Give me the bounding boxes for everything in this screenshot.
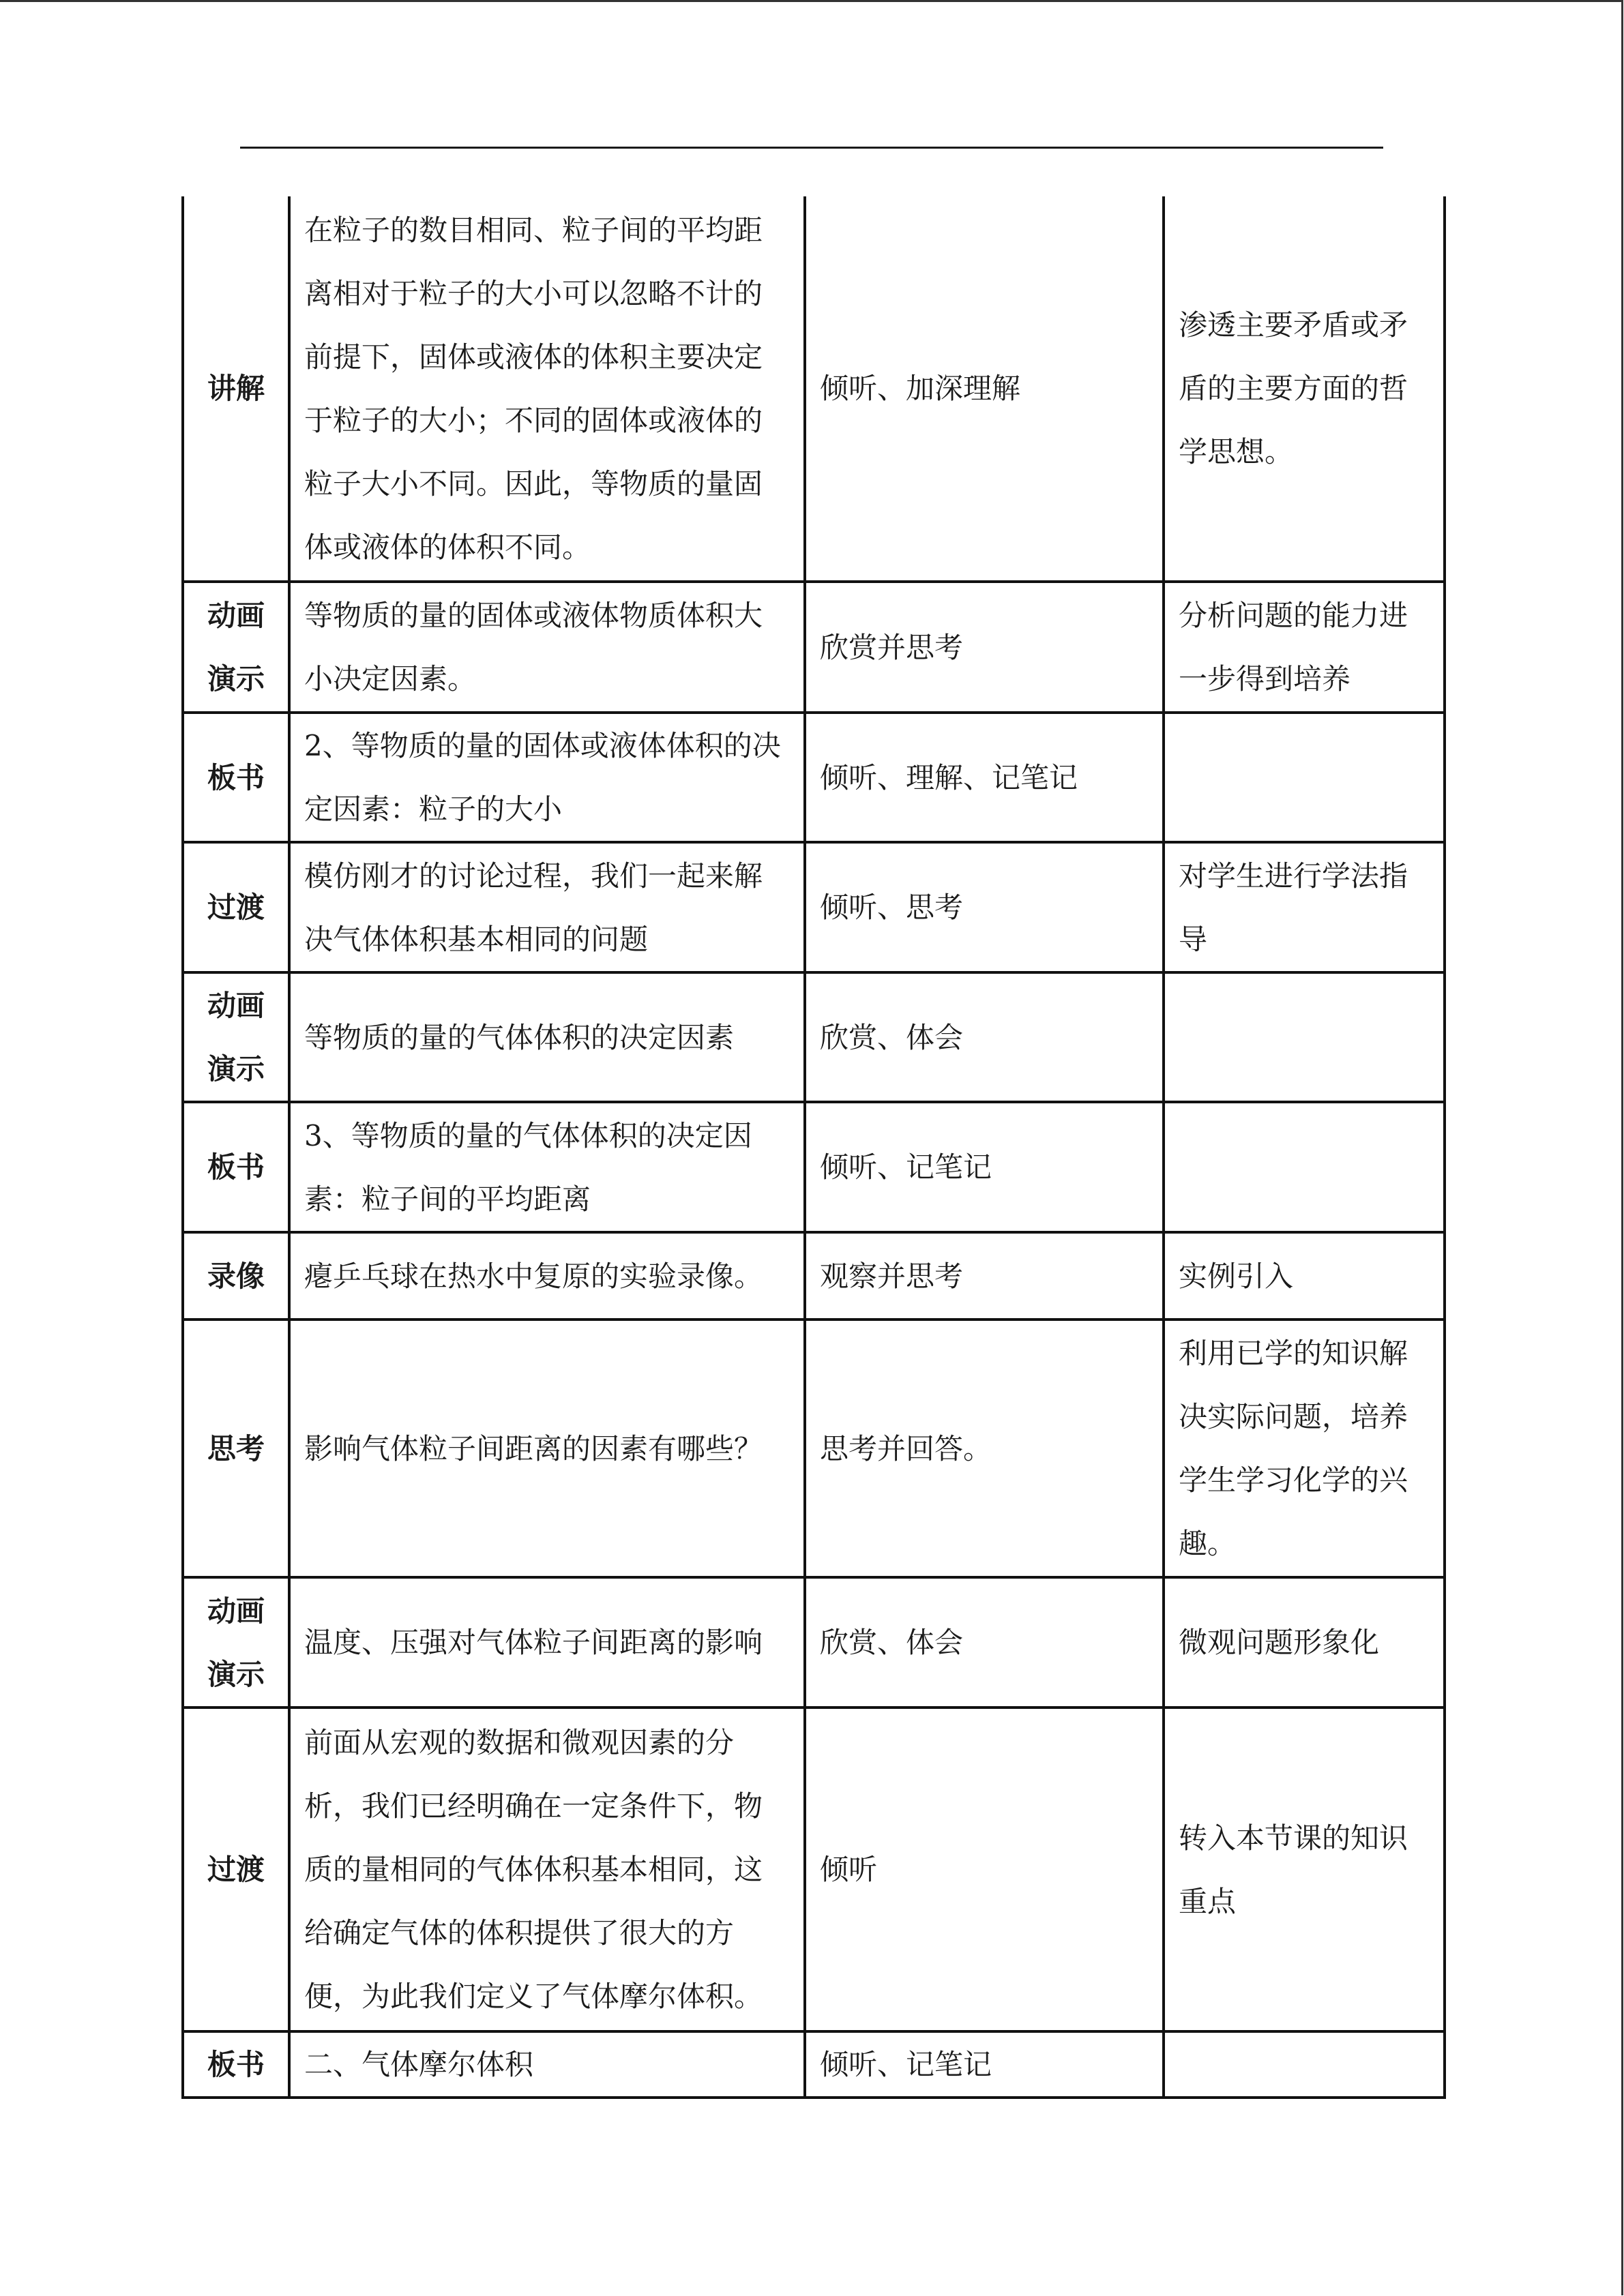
step-cell: 过渡 [183, 1708, 289, 2031]
step-cell: 动画演示 [183, 582, 289, 713]
step-cell: 思考 [183, 1320, 289, 1577]
content-cell: 温度、压强对气体粒子间距离的影响 [289, 1577, 805, 1708]
student-activity-cell: 欣赏并思考 [805, 582, 1164, 713]
content-cell: 模仿刚才的讨论过程，我们一起来解决气体体积基本相同的问题 [289, 842, 805, 972]
content-cell: 二、气体摩尔体积 [289, 2031, 805, 2098]
design-intent-cell: 渗透主要矛盾或矛盾的主要方面的哲学思想。 [1164, 196, 1445, 582]
content-cell: 在粒子的数目相同、粒子间的平均距离相对于粒子的大小可以忽略不计的前提下，固体或液体的体积主要决定于粒子的大小；不同的固体或液体的粒子大小不同。因此，等物质的量固体或液体的体积不同。 [289, 196, 805, 582]
student-activity-cell: 观察并思考 [805, 1232, 1164, 1320]
step-cell: 动画演示 [183, 972, 289, 1102]
step-cell: 录像 [183, 1232, 289, 1320]
design-intent-cell [1164, 2031, 1445, 2098]
table-row [183, 582, 1445, 713]
design-intent-cell: 对学生进行学法指导 [1164, 842, 1445, 972]
content-cell: 等物质的量的固体或液体物质体积大小决定因素。 [289, 582, 805, 713]
step-cell: 板书 [183, 2031, 289, 2098]
design-intent-cell: 转入本节课的知识重点 [1164, 1708, 1445, 2031]
student-activity-cell: 倾听 [805, 1708, 1164, 2031]
step-cell: 动画演示 [183, 1577, 289, 1708]
step-cell: 讲解 [183, 196, 289, 582]
table-row [183, 196, 1445, 582]
design-intent-cell: 利用已学的知识解决实际问题，培养学生学习化学的兴趣。 [1164, 1320, 1445, 1577]
student-activity-cell: 欣赏、体会 [805, 972, 1164, 1102]
design-intent-cell: 分析问题的能力进一步得到培养 [1164, 582, 1445, 713]
table-row [183, 972, 1445, 1102]
student-activity-cell: 倾听、思考 [805, 842, 1164, 972]
student-activity-cell: 倾听、理解、记笔记 [805, 713, 1164, 842]
content-cell: 影响气体粒子间距离的因素有哪些？ [289, 1320, 805, 1577]
content-cell: 3、等物质的量的气体体积的决定因素：粒子间的平均距离 [289, 1102, 805, 1232]
step-cell: 板书 [183, 713, 289, 842]
table-row [183, 1232, 1445, 1320]
header-rule [240, 147, 1383, 149]
student-activity-cell: 倾听、加深理解 [805, 196, 1164, 582]
design-intent-cell [1164, 1102, 1445, 1232]
design-intent-cell [1164, 713, 1445, 842]
content-cell: 等物质的量的气体体积的决定因素 [289, 972, 805, 1102]
step-cell: 过渡 [183, 842, 289, 972]
content-cell: 前面从宏观的数据和微观因素的分析，我们已经明确在一定条件下，物质的量相同的气体体积基本相同，这给确定气体的体积提供了很大的方便，为此我们定义了气体摩尔体积。 [289, 1708, 805, 2031]
design-intent-cell: 实例引入 [1164, 1232, 1445, 1320]
content-cell: 2、等物质的量的固体或液体体积的决定因素：粒子的大小 [289, 713, 805, 842]
design-intent-cell [1164, 972, 1445, 1102]
student-activity-cell: 倾听、记笔记 [805, 1102, 1164, 1232]
table-row [183, 2031, 1445, 2098]
table-row [183, 1708, 1445, 2031]
content-cell: 瘪乒乓球在热水中复原的实验录像。 [289, 1232, 805, 1320]
student-activity-cell: 倾听、记笔记 [805, 2031, 1164, 2098]
table-row [183, 713, 1445, 842]
table-row [183, 842, 1445, 972]
table-row [183, 1320, 1445, 1577]
design-intent-cell: 微观问题形象化 [1164, 1577, 1445, 1708]
table-row [183, 1102, 1445, 1232]
student-activity-cell: 思考并回答。 [805, 1320, 1164, 1577]
lesson-plan-table [181, 196, 1446, 2099]
table-row [183, 1577, 1445, 1708]
student-activity-cell: 欣赏、体会 [805, 1577, 1164, 1708]
step-cell: 板书 [183, 1102, 289, 1232]
